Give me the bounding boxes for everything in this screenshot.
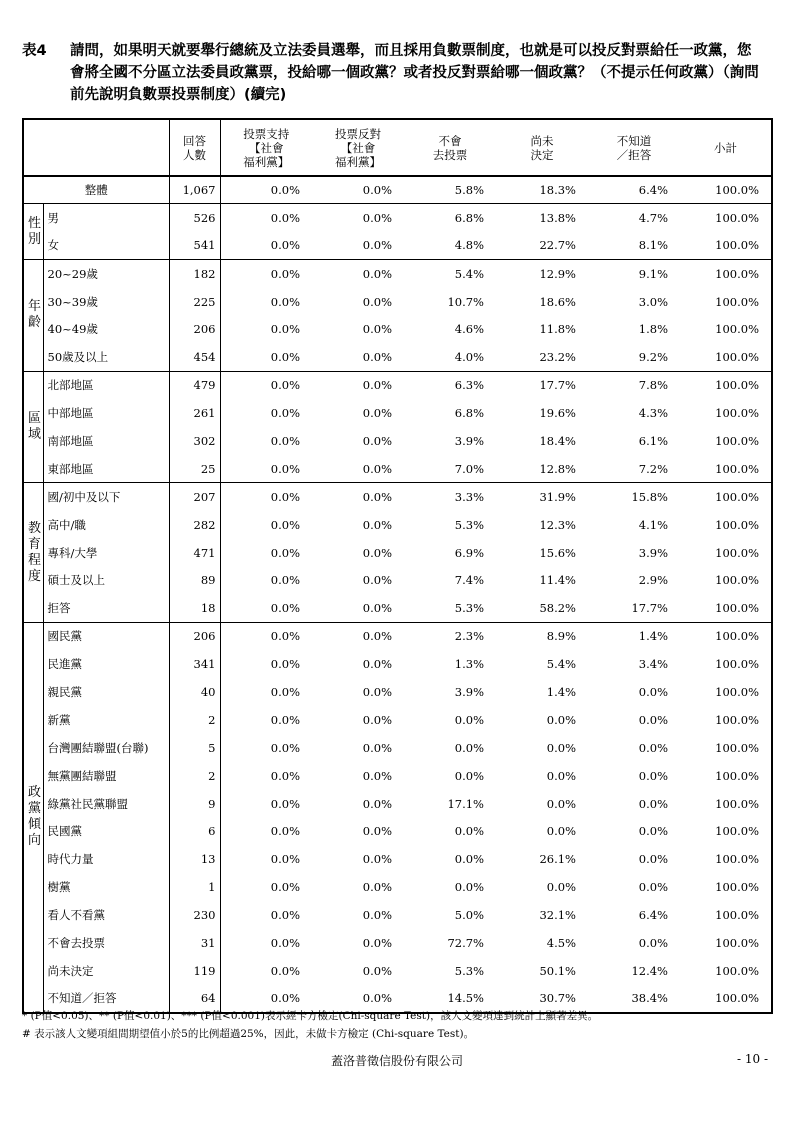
row-cell: 100.0% — [715, 796, 759, 811]
table-number: 表4 — [22, 43, 47, 59]
row-cell: 0.0% — [270, 684, 300, 699]
row-label: 不會去投票 — [43, 929, 169, 957]
row-cell: 0.0% — [270, 573, 300, 588]
table-row — [23, 762, 772, 790]
table-row-total — [23, 176, 772, 204]
row-cell: 4.0% — [454, 350, 484, 365]
total-cell: 0.0% — [220, 176, 312, 204]
row-cell: 100.0% — [680, 204, 772, 232]
row-cell: 7.4% — [454, 573, 484, 588]
row-cell: 26.1% — [539, 852, 576, 867]
row-cell: 5.3% — [454, 963, 484, 978]
row-cell: 50.1% — [539, 963, 576, 978]
row-count: 479 — [169, 371, 220, 399]
row-cell: 100.0% — [680, 483, 772, 511]
row-count: 40 — [169, 678, 220, 706]
row-count: 89 — [169, 566, 220, 594]
row-cell: 3.9% — [454, 433, 484, 448]
row-cell: 100.0% — [715, 461, 759, 476]
row-cell: 4.5% — [546, 935, 576, 950]
row-label: 無黨團結聯盟 — [43, 762, 169, 790]
group-label: 政黨傾向 — [23, 622, 43, 1012]
table-row — [23, 790, 772, 818]
row-cell: 0.0% — [638, 796, 668, 811]
row-cell: 22.7% — [539, 238, 576, 253]
row-count: 541 — [169, 232, 220, 260]
row-cell: 4.8% — [454, 238, 484, 253]
row-label: 看人不看黨 — [43, 901, 169, 929]
row-label: 新黨 — [43, 706, 169, 734]
table-row — [23, 873, 772, 901]
table-row — [23, 566, 772, 594]
row-cell: 0.0% — [270, 294, 300, 309]
row-cell: 1.4% — [546, 684, 576, 699]
row-cell: 32.1% — [539, 908, 576, 923]
row-cell: 9.1% — [588, 260, 680, 288]
row-cell: 0.0% — [270, 852, 300, 867]
row-count: 454 — [169, 343, 220, 371]
row-cell: 0.0% — [220, 483, 312, 511]
row-cell: 0.0% — [362, 545, 392, 560]
header-respondents: 回答 人數 — [169, 119, 220, 176]
header-subtotal: 小計 — [680, 119, 772, 176]
row-label: 不知道／拒答 — [43, 985, 169, 1013]
row-cell: 0.0% — [270, 991, 300, 1006]
row-cell: 4.3% — [638, 406, 668, 421]
row-cell: 5.3% — [454, 601, 484, 616]
table-row — [23, 399, 772, 427]
table-row — [23, 288, 772, 316]
row-count: 526 — [169, 204, 220, 232]
table-row — [23, 427, 772, 455]
row-cell: 38.4% — [631, 991, 668, 1006]
row-cell: 31.9% — [496, 483, 588, 511]
footnote-significance: * (P值<0.05)、** (P值<0.01)、*** (P值<0.001)表示經卡方檢定(Chi-square Test)，該人文變項達到統計上顯著差異。 — [22, 1010, 599, 1022]
row-cell: 100.0% — [715, 908, 759, 923]
total-cell: 0.0% — [312, 176, 404, 204]
row-cell: 5.4% — [546, 657, 576, 672]
row-cell: 0.0% — [638, 768, 668, 783]
row-cell: 5.3% — [454, 517, 484, 532]
row-cell: 0.0% — [362, 852, 392, 867]
row-cell: 0.0% — [362, 601, 392, 616]
row-cell: 0.0% — [270, 322, 300, 337]
header-row — [23, 119, 772, 176]
table-row — [23, 678, 772, 706]
row-cell: 0.0% — [270, 657, 300, 672]
row-cell: 0.0% — [270, 350, 300, 365]
row-cell: 100.0% — [715, 852, 759, 867]
row-cell: 58.2% — [539, 601, 576, 616]
row-count: 341 — [169, 650, 220, 678]
header-vote-against: 投票反對 【社會 福利黨】 — [312, 119, 404, 176]
row-label: 國民黨 — [43, 622, 169, 650]
row-count: 207 — [169, 483, 220, 511]
row-cell: 0.0% — [312, 371, 404, 399]
row-cell: 0.0% — [362, 824, 392, 839]
row-label: 民國黨 — [43, 817, 169, 845]
row-cell: 100.0% — [680, 622, 772, 650]
row-cell: 1.4% — [588, 622, 680, 650]
row-cell: 0.0% — [638, 740, 668, 755]
row-count: 2 — [169, 706, 220, 734]
total-label: 整體 — [23, 176, 169, 204]
row-label: 碩士及以上 — [43, 566, 169, 594]
table-row — [23, 734, 772, 762]
row-cell: 0.0% — [362, 935, 392, 950]
row-label: 40~49歲 — [43, 315, 169, 343]
row-cell: 0.0% — [270, 601, 300, 616]
row-cell: 100.0% — [715, 963, 759, 978]
row-cell: 13.8% — [496, 204, 588, 232]
row-cell: 100.0% — [715, 824, 759, 839]
row-cell: 3.9% — [638, 545, 668, 560]
total-cell: 5.8% — [404, 176, 496, 204]
row-label: 尚未決定 — [43, 957, 169, 985]
row-cell: 100.0% — [715, 406, 759, 421]
row-count: 9 — [169, 790, 220, 818]
table-row — [23, 650, 772, 678]
row-cell: 11.8% — [539, 322, 576, 337]
row-cell: 0.0% — [638, 824, 668, 839]
row-count: 471 — [169, 539, 220, 567]
row-count: 25 — [169, 455, 220, 483]
row-cell: 0.0% — [270, 824, 300, 839]
row-cell: 7.0% — [454, 461, 484, 476]
row-cell: 0.0% — [362, 768, 392, 783]
table-row — [23, 511, 772, 539]
row-cell: 0.0% — [270, 880, 300, 895]
row-label: 北部地區 — [43, 371, 169, 399]
row-cell: 0.0% — [362, 517, 392, 532]
row-cell: 2.3% — [404, 622, 496, 650]
row-count: 302 — [169, 427, 220, 455]
row-label: 20~29歲 — [43, 260, 169, 288]
row-cell: 0.0% — [362, 657, 392, 672]
row-cell: 72.7% — [447, 935, 484, 950]
row-label: 男 — [43, 204, 169, 232]
row-cell: 17.7% — [631, 601, 668, 616]
row-cell: 0.0% — [270, 963, 300, 978]
row-cell: 0.0% — [362, 740, 392, 755]
row-cell: 0.0% — [312, 483, 404, 511]
row-cell: 6.8% — [454, 406, 484, 421]
table-row — [23, 594, 772, 622]
row-cell: 0.0% — [270, 433, 300, 448]
row-count: 119 — [169, 957, 220, 985]
row-cell: 100.0% — [715, 238, 759, 253]
row-cell: 0.0% — [362, 908, 392, 923]
header-dont-know: 不知道 ／拒答 — [588, 119, 680, 176]
row-cell: 0.0% — [312, 622, 404, 650]
row-count: 261 — [169, 399, 220, 427]
row-label: 南部地區 — [43, 427, 169, 455]
row-cell: 100.0% — [715, 684, 759, 699]
row-count: 225 — [169, 288, 220, 316]
group-label: 年齡 — [23, 260, 43, 372]
table-row — [23, 204, 772, 232]
row-cell: 100.0% — [680, 260, 772, 288]
row-cell: 4.6% — [454, 322, 484, 337]
row-cell: 0.0% — [362, 796, 392, 811]
row-cell: 9.2% — [638, 350, 668, 365]
row-cell: 10.7% — [447, 294, 484, 309]
row-cell: 0.0% — [546, 740, 576, 755]
row-cell: 15.6% — [539, 545, 576, 560]
row-cell: 12.9% — [496, 260, 588, 288]
row-cell: 0.0% — [270, 712, 300, 727]
row-cell: 0.0% — [546, 880, 576, 895]
row-cell: 0.0% — [362, 294, 392, 309]
row-cell: 0.0% — [220, 371, 312, 399]
row-cell: 0.0% — [270, 461, 300, 476]
row-cell: 12.8% — [539, 461, 576, 476]
row-label: 中部地區 — [43, 399, 169, 427]
table-row — [23, 901, 772, 929]
table-row — [23, 706, 772, 734]
row-label: 東部地區 — [43, 455, 169, 483]
row-cell: 3.4% — [638, 657, 668, 672]
row-cell: 0.0% — [546, 824, 576, 839]
row-cell: 100.0% — [715, 517, 759, 532]
row-cell: 0.0% — [638, 880, 668, 895]
row-cell: 100.0% — [715, 991, 759, 1006]
row-cell: 11.4% — [539, 573, 576, 588]
row-count: 206 — [169, 315, 220, 343]
row-cell: 0.0% — [270, 545, 300, 560]
row-cell: 0.0% — [362, 880, 392, 895]
row-cell: 17.7% — [496, 371, 588, 399]
row-cell: 1.3% — [454, 657, 484, 672]
table-row — [23, 260, 772, 288]
row-cell: 5.0% — [454, 908, 484, 923]
row-cell: 0.0% — [312, 260, 404, 288]
row-cell: 0.0% — [638, 712, 668, 727]
row-cell: 12.4% — [631, 963, 668, 978]
crosstab-table — [22, 118, 773, 1014]
row-label: 50歲及以上 — [43, 343, 169, 371]
row-cell: 4.7% — [588, 204, 680, 232]
table-body — [23, 176, 772, 1013]
row-cell: 100.0% — [680, 371, 772, 399]
row-cell: 4.1% — [638, 517, 668, 532]
table-title — [22, 40, 762, 106]
row-cell: 0.0% — [270, 238, 300, 253]
table-row — [23, 539, 772, 567]
row-cell: 0.0% — [454, 740, 484, 755]
header-vote-support: 投票支持 【社會 福利黨】 — [220, 119, 312, 176]
row-cell: 0.0% — [454, 880, 484, 895]
row-count: 64 — [169, 985, 220, 1013]
footnote-chisquare: # 表示該人文變項組間期望值小於5的比例超過25%，因此，未做卡方檢定 (Chi-square Test)。 — [22, 1028, 475, 1040]
row-cell: 0.0% — [638, 935, 668, 950]
row-label: 30~39歲 — [43, 288, 169, 316]
row-cell: 8.1% — [638, 238, 668, 253]
row-cell: 7.8% — [588, 371, 680, 399]
header-undecided: 尚未 決定 — [496, 119, 588, 176]
row-cell: 0.0% — [546, 768, 576, 783]
total-cell: 18.3% — [496, 176, 588, 204]
row-cell: 30.7% — [539, 991, 576, 1006]
row-label: 國/初中及以下 — [43, 483, 169, 511]
total-n: 1,067 — [169, 176, 220, 204]
page-number: - 10 - — [736, 1052, 768, 1066]
row-cell: 6.8% — [404, 204, 496, 232]
row-cell: 0.0% — [638, 852, 668, 867]
row-cell: 5.4% — [404, 260, 496, 288]
row-cell: 7.2% — [638, 461, 668, 476]
table-row — [23, 957, 772, 985]
row-count: 230 — [169, 901, 220, 929]
table-row — [23, 622, 772, 650]
header-blank — [23, 119, 169, 176]
table-row — [23, 817, 772, 845]
row-count: 282 — [169, 511, 220, 539]
row-cell: 23.2% — [539, 350, 576, 365]
row-cell: 0.0% — [220, 260, 312, 288]
row-cell: 0.0% — [220, 622, 312, 650]
row-cell: 6.9% — [454, 545, 484, 560]
row-cell: 18.4% — [539, 433, 576, 448]
row-count: 2 — [169, 762, 220, 790]
row-cell: 17.1% — [447, 796, 484, 811]
row-cell: 8.9% — [496, 622, 588, 650]
company-name: 蓋洛普徵信股份有限公司 — [330, 1054, 463, 1068]
row-cell: 12.3% — [539, 517, 576, 532]
group-label: 區域 — [23, 371, 43, 483]
table-question: 請問，如果明天就要舉行總統及立法委員選舉，而且採用負數票制度，也就是可以投反對票給任一政黨，您會將全國不分區立法委員政黨票，投給哪一個政黨？或者投反對票給哪一個政黨？（不提示任何政黨）（詢問前先說明負數票投票制度）(續完) — [70, 43, 759, 103]
total-cell: 100.0% — [680, 176, 772, 204]
row-label: 民進黨 — [43, 650, 169, 678]
row-cell: 100.0% — [715, 601, 759, 616]
row-count: 206 — [169, 622, 220, 650]
row-cell: 2.9% — [638, 573, 668, 588]
row-cell: 0.0% — [270, 935, 300, 950]
row-cell: 0.0% — [270, 768, 300, 783]
row-cell: 0.0% — [312, 204, 404, 232]
row-cell: 0.0% — [546, 796, 576, 811]
group-label: 教育程度 — [23, 483, 43, 622]
row-cell: 0.0% — [362, 991, 392, 1006]
row-cell: 0.0% — [362, 238, 392, 253]
row-cell: 0.0% — [362, 322, 392, 337]
row-cell: 100.0% — [715, 294, 759, 309]
row-count: 6 — [169, 817, 220, 845]
row-cell: 0.0% — [362, 406, 392, 421]
row-cell: 100.0% — [715, 545, 759, 560]
table-row — [23, 483, 772, 511]
row-count: 31 — [169, 929, 220, 957]
row-label: 高中/職 — [43, 511, 169, 539]
row-cell: 100.0% — [715, 712, 759, 727]
row-cell: 19.6% — [539, 406, 576, 421]
row-cell: 0.0% — [454, 768, 484, 783]
row-label: 女 — [43, 232, 169, 260]
row-cell: 0.0% — [362, 712, 392, 727]
header-no-vote: 不會 去投票 — [404, 119, 496, 176]
row-label: 綠黨社民黨聯盟 — [43, 790, 169, 818]
row-cell: 0.0% — [270, 908, 300, 923]
row-cell: 100.0% — [715, 657, 759, 672]
row-cell: 1.8% — [638, 322, 668, 337]
row-cell: 0.0% — [362, 461, 392, 476]
row-cell: 3.9% — [454, 684, 484, 699]
row-cell: 6.4% — [638, 908, 668, 923]
row-cell: 0.0% — [638, 684, 668, 699]
row-label: 時代力量 — [43, 845, 169, 873]
table-row — [23, 232, 772, 260]
row-cell: 0.0% — [220, 204, 312, 232]
group-label: 性別 — [23, 204, 43, 260]
row-label: 親民黨 — [43, 678, 169, 706]
row-cell: 100.0% — [715, 880, 759, 895]
row-label: 拒答 — [43, 594, 169, 622]
row-cell: 0.0% — [546, 712, 576, 727]
row-cell: 0.0% — [270, 406, 300, 421]
row-cell: 0.0% — [362, 350, 392, 365]
row-cell: 100.0% — [715, 740, 759, 755]
row-count: 18 — [169, 594, 220, 622]
table-row — [23, 371, 772, 399]
row-cell: 6.3% — [404, 371, 496, 399]
row-cell: 100.0% — [715, 350, 759, 365]
table-row — [23, 343, 772, 371]
row-cell: 100.0% — [715, 768, 759, 783]
row-label: 樹黨 — [43, 873, 169, 901]
row-cell: 0.0% — [454, 712, 484, 727]
table-row — [23, 845, 772, 873]
table-row — [23, 455, 772, 483]
row-label: 台灣團結聯盟(台聯) — [43, 734, 169, 762]
row-cell: 15.8% — [588, 483, 680, 511]
row-cell: 100.0% — [715, 322, 759, 337]
row-cell: 100.0% — [715, 573, 759, 588]
row-cell: 6.1% — [638, 433, 668, 448]
row-count: 13 — [169, 845, 220, 873]
row-cell: 0.0% — [362, 684, 392, 699]
row-cell: 0.0% — [362, 433, 392, 448]
total-cell: 6.4% — [588, 176, 680, 204]
row-label: 專科/大學 — [43, 539, 169, 567]
row-cell: 100.0% — [715, 935, 759, 950]
row-cell: 14.5% — [447, 991, 484, 1006]
row-count: 182 — [169, 260, 220, 288]
row-cell: 0.0% — [362, 963, 392, 978]
row-cell: 0.0% — [362, 573, 392, 588]
row-cell: 0.0% — [270, 740, 300, 755]
table-row — [23, 929, 772, 957]
row-cell: 3.0% — [638, 294, 668, 309]
row-cell: 18.6% — [539, 294, 576, 309]
row-cell: 0.0% — [454, 824, 484, 839]
row-count: 1 — [169, 873, 220, 901]
row-cell: 0.0% — [454, 852, 484, 867]
row-cell: 0.0% — [270, 796, 300, 811]
row-cell: 0.0% — [270, 517, 300, 532]
table-row — [23, 315, 772, 343]
row-cell: 3.3% — [404, 483, 496, 511]
row-cell: 100.0% — [715, 433, 759, 448]
row-count: 5 — [169, 734, 220, 762]
